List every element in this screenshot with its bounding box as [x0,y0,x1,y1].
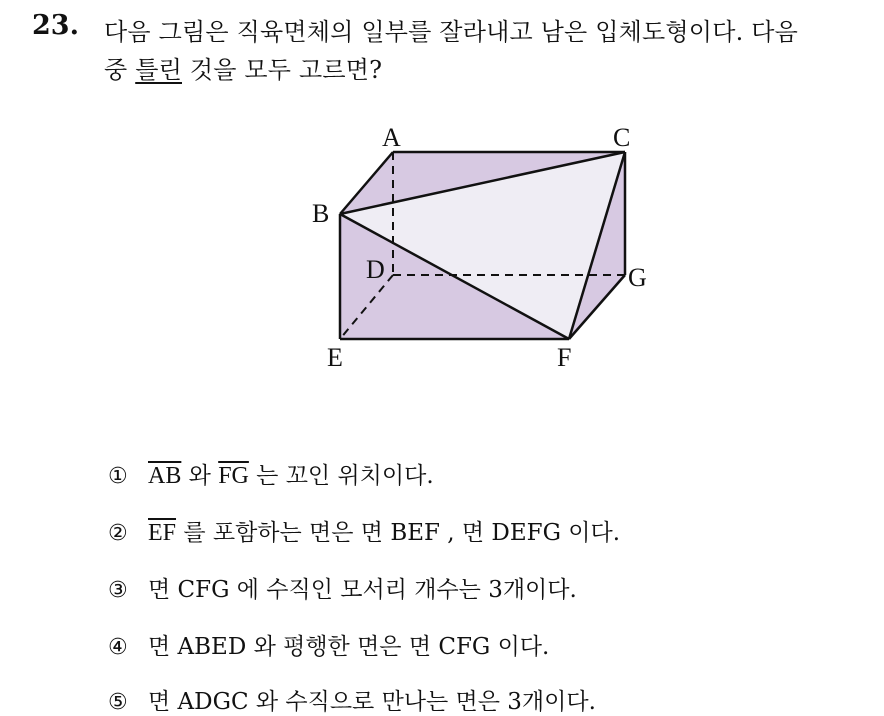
choice-3-text: 면 CFG 에 수직인 모서리 개수는 3개이다. [148,577,577,603]
choice-1-marker: ① [108,464,128,489]
label-A: A [382,123,401,152]
question-text-prefix: 중 [104,56,136,84]
choice-5-marker: ⑤ [108,690,128,715]
question-text-line2 [104,50,382,85]
choice-2-marker: ② [108,521,128,546]
question-text-suffix: 것을 모두 고르면? [182,56,383,84]
choice-2-text: 를 포함하는 면은 면 BEF , 면 DEFG 이다. [176,520,621,546]
label-F: F [557,343,572,372]
segment-FG: $\overline{FG}$ [218,463,249,489]
choice-5-text: 면 ADGC 와 수직으로 만나는 면은 3개이다. [148,689,596,715]
segment-EF: $\overline{EF}$ [148,520,177,546]
label-D: D [366,255,385,284]
question-text-line1: 다음 그림은 직육면체의 일부를 잘라내고 남은 입체도형이다. 다음 [104,18,798,46]
choice-1-text-b: 는 꼬인 위치이다. [248,463,434,489]
question-number: 23. [32,10,79,41]
segment-AB: $\overline{AB}$ [148,463,182,489]
choice-2 [108,514,620,547]
choice-4-marker: ④ [108,635,128,660]
choice-1 [108,457,434,490]
label-B: B [312,199,330,228]
choice-4-text: 면 ABED 와 평행한 면은 면 CFG 이다. [148,634,550,660]
choice-1-text-a: 와 [181,463,219,489]
choice-3 [108,571,577,604]
choice-5 [108,683,596,716]
question-underlined-word: 틀린 [135,56,182,84]
choice-3-marker: ③ [108,578,128,603]
label-E: E [327,343,343,372]
label-G: G [628,263,647,292]
solid-figure [300,118,680,378]
label-C: C [613,123,631,152]
choice-4 [108,628,549,661]
